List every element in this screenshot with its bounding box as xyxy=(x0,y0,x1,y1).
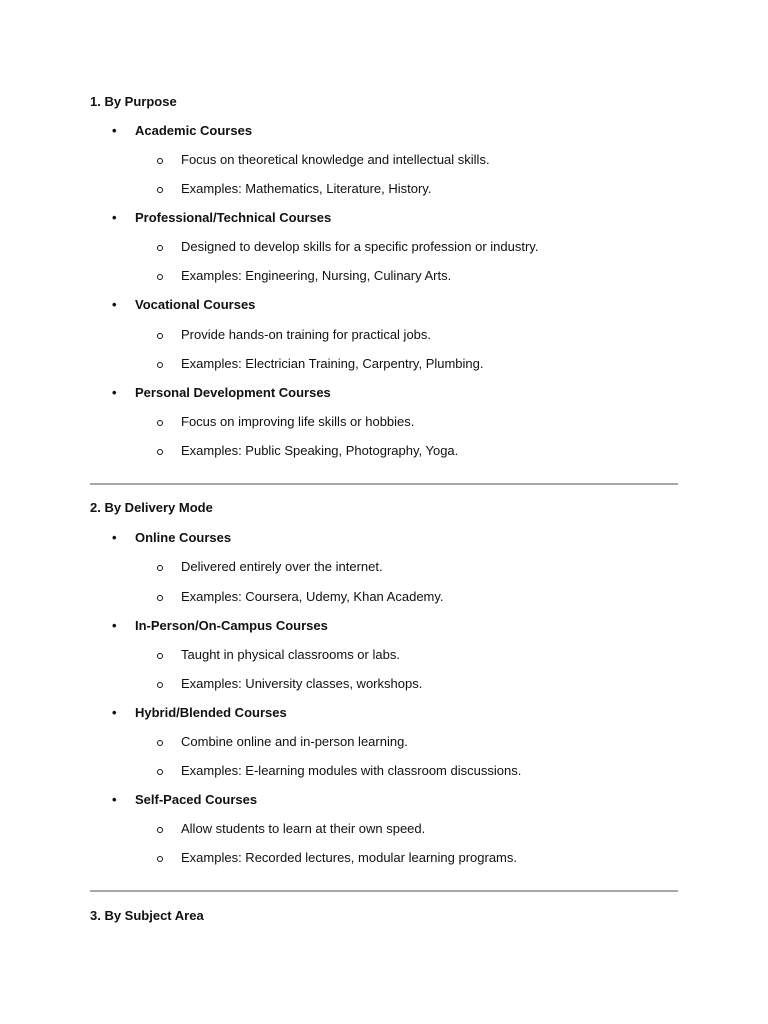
hollow-bullet-icon xyxy=(157,420,163,426)
list-item xyxy=(112,618,328,634)
list-item-label: Vocational Courses xyxy=(135,297,256,312)
list-item xyxy=(112,530,232,546)
hollow-bullet-icon xyxy=(157,856,163,862)
sub-list-item xyxy=(181,850,517,866)
hollow-bullet-icon xyxy=(157,595,163,601)
bullet-icon: • xyxy=(112,792,117,807)
sub-list-item-text: Delivered entirely over the internet. xyxy=(181,559,383,574)
sub-list-item-text: Provide hands-on training for practical jobs. xyxy=(181,327,432,342)
sub-list-item-text: Examples: Engineering, Nursing, Culinary Arts. xyxy=(181,268,452,283)
section-heading: 1. By Purpose xyxy=(90,94,177,109)
sub-list-item-text: Examples: Mathematics, Literature, History. xyxy=(181,181,432,196)
sub-list-item-text: Allow students to learn at their own speed. xyxy=(181,821,426,836)
sub-list-item xyxy=(181,181,431,197)
list-item-label: Online Courses xyxy=(135,530,232,545)
sub-list-item xyxy=(181,589,444,605)
sub-list-item xyxy=(181,152,490,168)
sub-list-item-text: Examples: E-learning modules with classroom discussions. xyxy=(181,763,522,778)
sub-list-item-text: Taught in physical classrooms or labs. xyxy=(181,647,400,662)
sub-list-item-text: Examples: Electrician Training, Carpentry, Plumbing. xyxy=(181,356,484,371)
sub-list-item-text: Focus on theoretical knowledge and intellectual skills. xyxy=(181,152,490,167)
list-item xyxy=(112,123,253,139)
list-item-label: In-Person/On-Campus Courses xyxy=(135,618,328,633)
hollow-bullet-icon xyxy=(157,333,163,339)
list-item xyxy=(112,705,287,721)
sub-list-item xyxy=(181,647,400,663)
sub-list-item-text: Focus on improving life skills or hobbies. xyxy=(181,414,415,429)
section-divider xyxy=(90,483,678,485)
hollow-bullet-icon xyxy=(157,245,163,251)
sub-list-item-text: Combine online and in-person learning. xyxy=(181,734,408,749)
bullet-icon: • xyxy=(112,530,117,545)
hollow-bullet-icon xyxy=(157,653,163,659)
bullet-icon: • xyxy=(112,210,117,225)
section-heading: 2. By Delivery Mode xyxy=(90,500,213,515)
list-item-label: Personal Development Courses xyxy=(135,385,331,400)
section-divider xyxy=(90,890,678,892)
sub-list-item-text: Examples: University classes, workshops. xyxy=(181,676,423,691)
hollow-bullet-icon xyxy=(157,565,163,571)
sub-list-item-text: Examples: Recorded lectures, modular learning programs. xyxy=(181,850,517,865)
sub-list-item xyxy=(181,414,414,430)
hollow-bullet-icon xyxy=(157,740,163,746)
sub-list-item xyxy=(181,821,425,837)
list-item-label: Hybrid/Blended Courses xyxy=(135,705,287,720)
list-item-label: Self-Paced Courses xyxy=(135,792,258,807)
bullet-icon: • xyxy=(112,385,117,400)
hollow-bullet-icon xyxy=(157,158,163,164)
sub-list-item xyxy=(181,443,458,459)
bullet-icon: • xyxy=(112,618,117,633)
hollow-bullet-icon xyxy=(157,187,163,193)
sub-list-item-text: Designed to develop skills for a specific profession or industry. xyxy=(181,239,539,254)
sub-list-item xyxy=(181,734,408,750)
bullet-icon: • xyxy=(112,297,117,312)
hollow-bullet-icon xyxy=(157,274,163,280)
list-item-label: Professional/Technical Courses xyxy=(135,210,332,225)
sub-list-item xyxy=(181,268,451,284)
sub-list-item xyxy=(181,559,383,575)
sub-list-item xyxy=(181,763,521,779)
sub-list-item-text: Examples: Coursera, Udemy, Khan Academy. xyxy=(181,589,444,604)
sub-list-item-text: Examples: Public Speaking, Photography, Yoga. xyxy=(181,443,459,458)
hollow-bullet-icon xyxy=(157,449,163,455)
list-item xyxy=(112,385,331,401)
sub-list-item xyxy=(181,327,431,343)
list-item xyxy=(112,792,258,808)
hollow-bullet-icon xyxy=(157,827,163,833)
hollow-bullet-icon xyxy=(157,362,163,368)
list-item-label: Academic Courses xyxy=(135,123,253,138)
bullet-icon: • xyxy=(112,705,117,720)
list-item xyxy=(112,210,332,226)
bullet-icon: • xyxy=(112,123,117,138)
list-item xyxy=(112,297,256,313)
hollow-bullet-icon xyxy=(157,682,163,688)
sub-list-item xyxy=(181,676,422,692)
sub-list-item xyxy=(181,356,484,372)
sub-list-item xyxy=(181,239,538,255)
section-heading: 3. By Subject Area xyxy=(90,908,204,923)
hollow-bullet-icon xyxy=(157,769,163,775)
